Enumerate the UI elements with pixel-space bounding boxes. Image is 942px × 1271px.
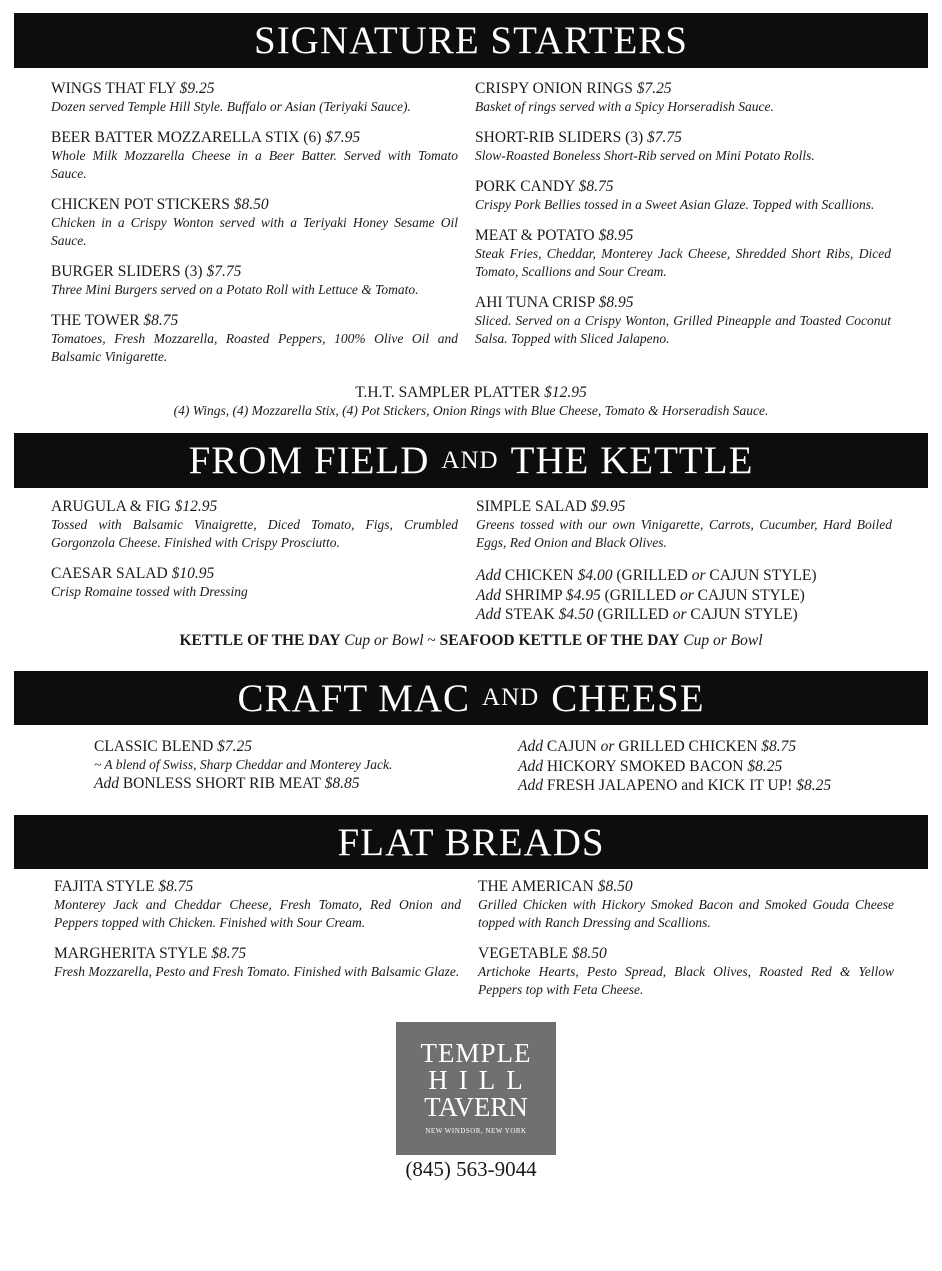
- item-description: Three Mini Burgers served on a Potato Roll with Lettuce & Tomato.: [51, 282, 419, 297]
- menu-item: [54, 877, 461, 932]
- phone-number: (845) 563-9044: [405, 1157, 537, 1181]
- item-price: $12.95: [174, 498, 218, 515]
- item-description: Greens tossed with our own Vinigarette, Carrots, Cucumber, Hard Boiled Eggs, Red Onion and Black Olives.: [476, 517, 892, 550]
- add-on-line: Add HICKORY SMOKED BACON $8.25: [518, 757, 783, 775]
- menu-item: [51, 311, 458, 366]
- field-left-column: [51, 497, 458, 613]
- item-price: $8.75: [211, 945, 247, 962]
- item-description: Sliced. Served on a Crispy Wonton, Grilled Pineapple and Toasted Coconut Salsa. Topped with Sliced Jalapeno.: [475, 313, 891, 346]
- item-description: Dozen served Temple Hill Style. Buffalo or Asian (Teriyaki Sauce).: [51, 99, 411, 114]
- item-name: SIMPLE SALAD: [476, 498, 587, 515]
- item-name: CRISPY ONION RINGS: [475, 80, 633, 97]
- item-description: Steak Fries, Cheddar, Monterey Jack Cheese, Shredded Short Ribs, Diced Tomato, Scallions and Sour Cream.: [475, 246, 891, 279]
- section-title-and: AND: [482, 684, 540, 711]
- section-banner-mac: [14, 671, 928, 725]
- item-description: Basket of rings served with a Spicy Horseradish Sauce.: [475, 99, 774, 114]
- flat-left-column: [54, 877, 461, 993]
- item-name: T.H.T. SAMPLER PLATTER: [355, 384, 541, 401]
- menu-item: [51, 564, 458, 601]
- item-name: PORK CANDY: [475, 178, 575, 195]
- item-price: $8.75: [158, 878, 194, 895]
- item-price: $7.75: [206, 263, 242, 280]
- item-price: $7.95: [325, 129, 361, 146]
- item-name: MARGHERITA STYLE: [54, 945, 208, 962]
- item-price: $8.50: [597, 878, 633, 895]
- item-price: $8.50: [233, 196, 269, 213]
- flat-right-column: [478, 877, 894, 1011]
- item-price: $8.75: [578, 178, 614, 195]
- menu-item: [51, 262, 458, 299]
- item-description: Artichoke Hearts, Pesto Spread, Black Olives, Roasted Red & Yellow Peppers top with Feta Cheese.: [478, 964, 894, 997]
- item-description: Tossed with Balsamic Vinaigrette, Diced Tomato, Figs, Crumbled Gorgonzola Cheese. Finished with Crispy Prosciutto.: [51, 517, 458, 550]
- item-description: Monterey Jack and Cheddar Cheese, Fresh Tomato, Red Onion and Peppers topped with Chicken. Finished with Sour Cream.: [54, 897, 461, 930]
- item-price: $9.25: [179, 80, 215, 97]
- menu-item: [478, 944, 894, 999]
- item-name: THE AMERICAN: [478, 878, 594, 895]
- item-price: $12.95: [544, 384, 587, 401]
- menu-item: [475, 128, 891, 165]
- mac-left-column: [94, 737, 494, 794]
- item-name: CHICKEN POT STICKERS: [51, 196, 230, 213]
- section-banner-field: [14, 433, 928, 488]
- item-description: Slow-Roasted Boneless Short-Rib served on Mini Potato Rolls.: [475, 148, 815, 163]
- menu-item: [475, 79, 891, 116]
- item-price: $9.95: [590, 498, 626, 515]
- menu-item: [475, 177, 891, 214]
- section-title-part: CRAFT MAC: [237, 676, 471, 720]
- item-description: Crispy Pork Bellies tossed in a Sweet Asian Glaze. Topped with Scallions.: [475, 197, 875, 212]
- item-name: VEGETABLE: [478, 945, 569, 962]
- item-name: CLASSIC BLEND: [94, 738, 214, 755]
- item-description: Tomatoes, Fresh Mozzarella, Roasted Peppers, 100% Olive Oil and Balsamic Vinigarette.: [51, 331, 458, 364]
- logo-line: TAVERN: [424, 1092, 528, 1122]
- item-description: (4) Wings, (4) Mozzarella Stix, (4) Pot Stickers, Onion Rings with Blue Cheese, Tomato & Horseradish Sauce.: [173, 403, 769, 418]
- section-banner-flatbreads: [14, 815, 928, 869]
- menu-item: [478, 877, 894, 932]
- item-price: $8.75: [143, 312, 179, 329]
- item-description: Fresh Mozzarella, Pesto and Fresh Tomato. Finished with Balsamic Glaze.: [54, 964, 460, 979]
- field-right-column: [476, 497, 892, 625]
- section-title-part: CHEESE: [551, 676, 705, 720]
- item-price: $8.95: [598, 294, 634, 311]
- menu-item: [54, 944, 461, 981]
- section-banner-starters: [14, 13, 928, 68]
- item-name: SHORT-RIB SLIDERS (3): [475, 129, 644, 146]
- section-title-part: FROM FIELD: [188, 439, 430, 482]
- logo-line: HILL: [428, 1065, 534, 1095]
- sampler-platter: [14, 383, 928, 420]
- item-name: CAESAR SALAD: [51, 565, 168, 582]
- item-name: ARUGULA & FIG: [51, 498, 171, 515]
- item-description: Chicken in a Crispy Wonton served with a Teriyaki Honey Sesame Oil Sauce.: [51, 215, 458, 248]
- section-title-and: AND: [441, 446, 499, 474]
- item-description: Crisp Romaine tossed with Dressing: [51, 584, 248, 599]
- logo-line: TEMPLE: [420, 1038, 532, 1068]
- item-name: MEAT & POTATO: [475, 227, 595, 244]
- section-title: FLAT BREADS: [337, 820, 605, 864]
- item-name: AHI TUNA CRISP: [475, 294, 595, 311]
- menu-item: [51, 79, 458, 116]
- menu-item: [476, 497, 892, 552]
- item-description: Whole Milk Mozzarella Cheese in a Beer Batter. Served with Tomato Sauce.: [51, 148, 458, 181]
- tavern-logo: [396, 1022, 556, 1155]
- item-description: Grilled Chicken with Hickory Smoked Bacon and Smoked Gouda Cheese topped with Ranch Dressing and Scallions.: [478, 897, 894, 930]
- menu-item: [51, 195, 458, 250]
- item-price: $7.75: [647, 129, 682, 146]
- item-price: $7.25: [636, 80, 672, 97]
- starters-right-column: [475, 79, 891, 360]
- item-price: $8.50: [571, 945, 607, 962]
- item-name: FAJITA STYLE: [54, 878, 155, 895]
- menu-item: [51, 128, 458, 183]
- item-description: ~ A blend of Swiss, Sharp Cheddar and Monterey Jack.: [94, 757, 393, 772]
- add-on-line: Add CHICKEN $4.00 (GRILLED or CAJUN STYLE): [476, 567, 817, 584]
- add-on-line: Add FRESH JALAPENO and KICK IT UP! $8.25: [518, 777, 832, 794]
- item-name: WINGS THAT FLY: [51, 80, 176, 97]
- starters-left-column: [51, 79, 458, 378]
- add-on-line: Add BONLESS SHORT RIB MEAT $8.85: [94, 775, 360, 792]
- item-price: $7.25: [217, 738, 253, 755]
- item-name: BURGER SLIDERS (3): [51, 263, 203, 280]
- add-on-line: Add SHRIMP $4.95 (GRILLED or CAJUN STYLE): [476, 586, 805, 604]
- section-title-part: THE KETTLE: [510, 439, 754, 482]
- add-on-line: Add STEAK $4.50 (GRILLED or CAJUN STYLE): [476, 606, 798, 623]
- item-name: BEER BATTER MOZZARELLA STIX (6): [51, 129, 322, 146]
- mac-right-column: [518, 737, 918, 796]
- kettle-line: KETTLE OF THE DAY Cup or Bowl ~ SEAFOOD KETTLE OF THE DAY Cup or Bowl: [179, 632, 763, 649]
- menu-item: [475, 226, 891, 281]
- logo-location: NEW WINDSOR, NEW YORK: [425, 1127, 527, 1135]
- item-price: $8.95: [598, 227, 634, 244]
- menu-item: [475, 293, 891, 348]
- menu-item: [51, 497, 458, 552]
- add-on-line: Add CAJUN or GRILLED CHICKEN $8.75: [518, 738, 797, 755]
- section-title: SIGNATURE STARTERS: [254, 19, 688, 62]
- item-name: THE TOWER: [51, 312, 140, 329]
- item-price: $10.95: [171, 565, 215, 582]
